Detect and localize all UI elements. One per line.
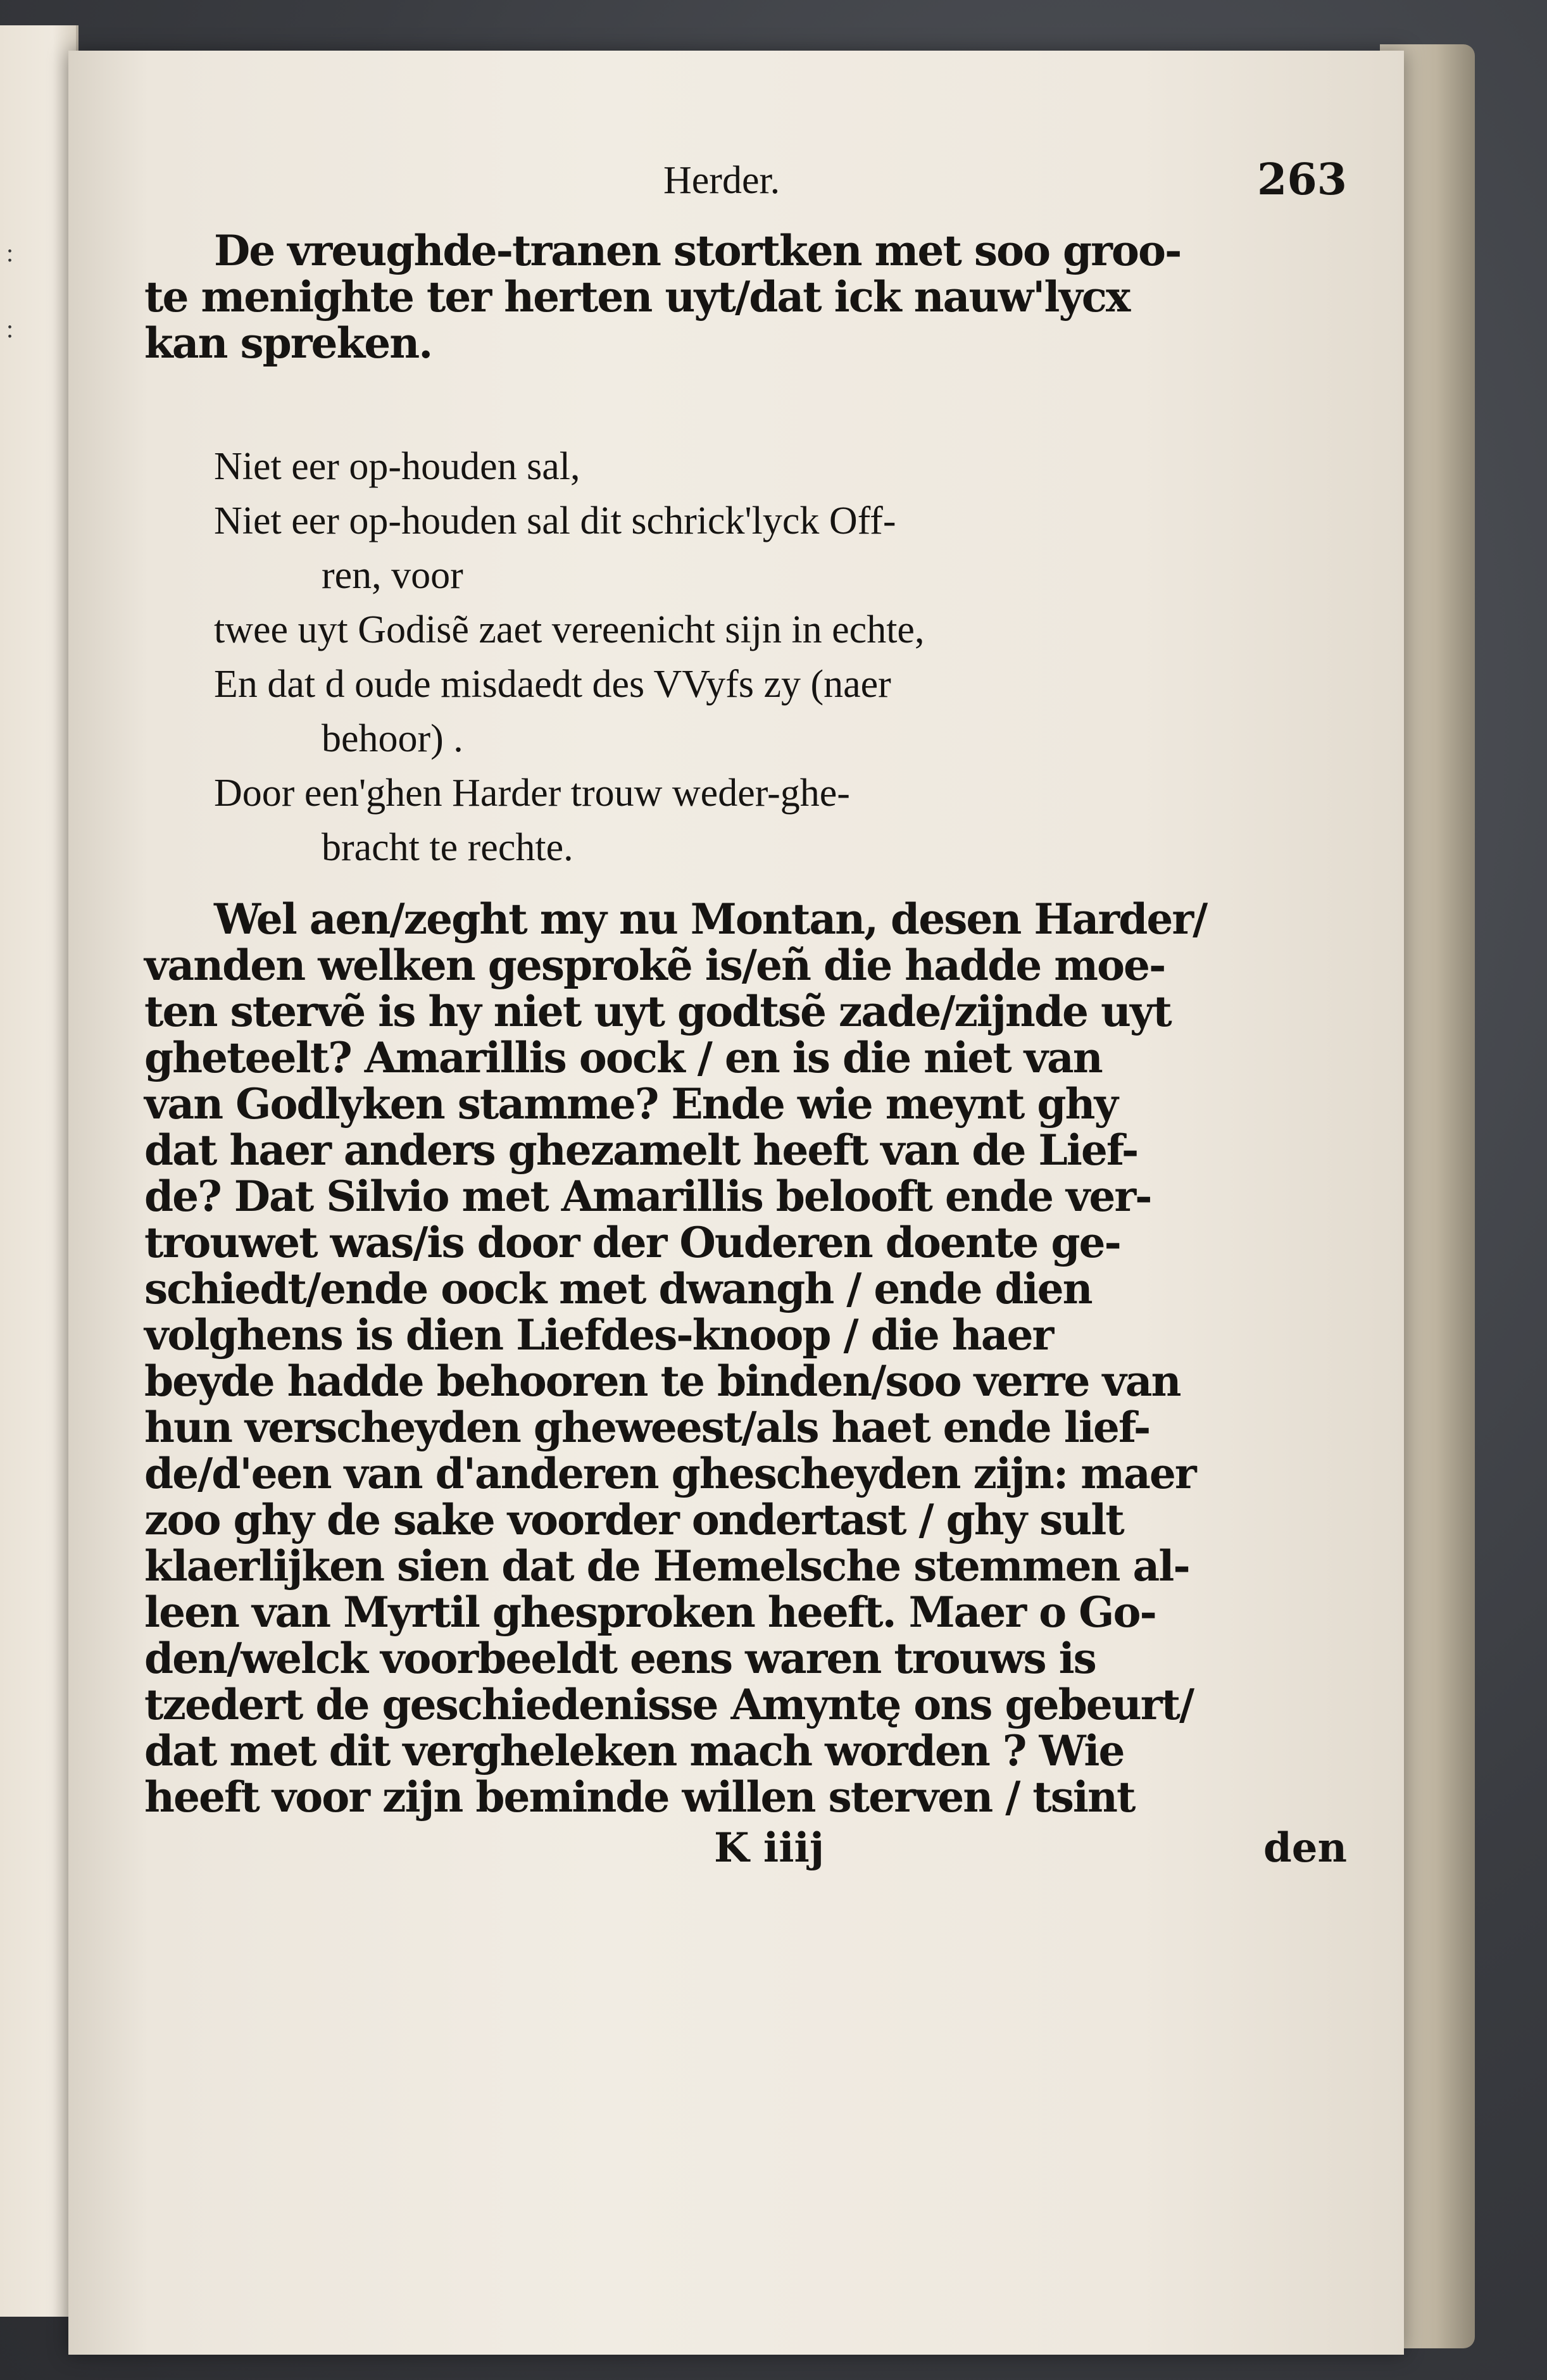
running-head: Herder. <box>663 159 780 202</box>
prose-line: hun verscheyden gheweest/als haet ende lief- <box>144 1403 1150 1452</box>
prose-line: gheteelt? Amarillis oock / en is die niet van <box>144 1033 1102 1082</box>
facing-page-marks: : : <box>6 239 14 343</box>
intro-line: De vreughde-tranen stortken met soo groo- <box>214 226 1181 275</box>
prose-line: volghens is dien Liefdes-knoop / die haer <box>144 1310 1053 1360</box>
signature-mark: K iiij <box>714 1824 824 1872</box>
verse-line: ren, voor <box>322 554 463 597</box>
prose-paragraph <box>144 896 1347 1820</box>
prose-line: klaerlijken sien dat de Hemelsche stemmen al- <box>144 1541 1189 1591</box>
page-footer <box>144 1824 1347 1875</box>
prose-line: van Godlyken stamme? Ende wie meynt ghy <box>144 1079 1117 1129</box>
prose-line: de? Dat Silvio met Amarillis belooft ende ver- <box>144 1172 1151 1221</box>
verse-line: En dat d oude misdaedt des VVyfs zy (naer <box>214 663 891 706</box>
prose-line: heeft voor zijn beminde willen sterven / tsint <box>144 1772 1135 1822</box>
book-page <box>68 51 1404 2355</box>
verse-line: twee uyt Godisẽ zaet vereenicht sijn in echte, <box>214 608 925 651</box>
prose-line: schiedt/ende oock met dwangh / ende dien <box>144 1264 1092 1313</box>
verse-line: Niet eer op-houden sal, <box>214 445 580 488</box>
prose-line: Wel aen/zeght my nu Montan, desen Harder/ <box>214 894 1207 944</box>
oracle-verse <box>144 439 1347 875</box>
page-number: 263 <box>1257 154 1347 205</box>
prose-line: ten stervẽ is hy niet uyt godtsẽ zade/zijnde uyt <box>144 987 1171 1036</box>
prose-line: trouwet was/is door der Ouderen doente ge- <box>144 1218 1120 1267</box>
verse-line: Door een'ghen Harder trouw weder-ghe- <box>214 772 850 815</box>
facing-page-edge <box>0 25 78 2317</box>
verse-line: Niet eer op-houden sal dit schrick'lyck Off- <box>214 499 896 542</box>
prose-line: den/welck voorbeeldt eens waren trouws is <box>144 1634 1096 1683</box>
verse-line: behoor) . <box>322 717 463 760</box>
intro-paragraph <box>144 228 1347 366</box>
prose-line: tzedert de geschiedenisse Amyntę ons gebeurt/ <box>144 1680 1194 1729</box>
intro-line: te menighte ter herten uyt/dat ick nauw'lycx <box>144 272 1130 322</box>
prose-line: zoo ghy de sake voorder ondertast / ghy sult <box>144 1495 1124 1544</box>
verse-line: bracht te rechte. <box>322 826 573 869</box>
prose-line: leen van Myrtil ghesproken heeft. Maer o Go- <box>144 1588 1156 1637</box>
prose-line: vanden welken gesprokẽ is/eñ die hadde moe- <box>144 941 1165 990</box>
intro-line: kan spreken. <box>144 318 432 368</box>
prose-line: de/d'een van d'anderen ghescheyden zijn: maer <box>144 1449 1196 1498</box>
prose-line: dat haer anders ghezamelt heeft van de Lief- <box>144 1125 1138 1175</box>
prose-line: dat met dit vergheleken mach worden ? Wie <box>144 1726 1124 1776</box>
catchword: den <box>1263 1824 1347 1872</box>
page-text-block <box>144 154 1347 1875</box>
prose-line: beyde hadde behooren te binden/soo verre van <box>144 1356 1181 1406</box>
page-header <box>144 154 1347 228</box>
